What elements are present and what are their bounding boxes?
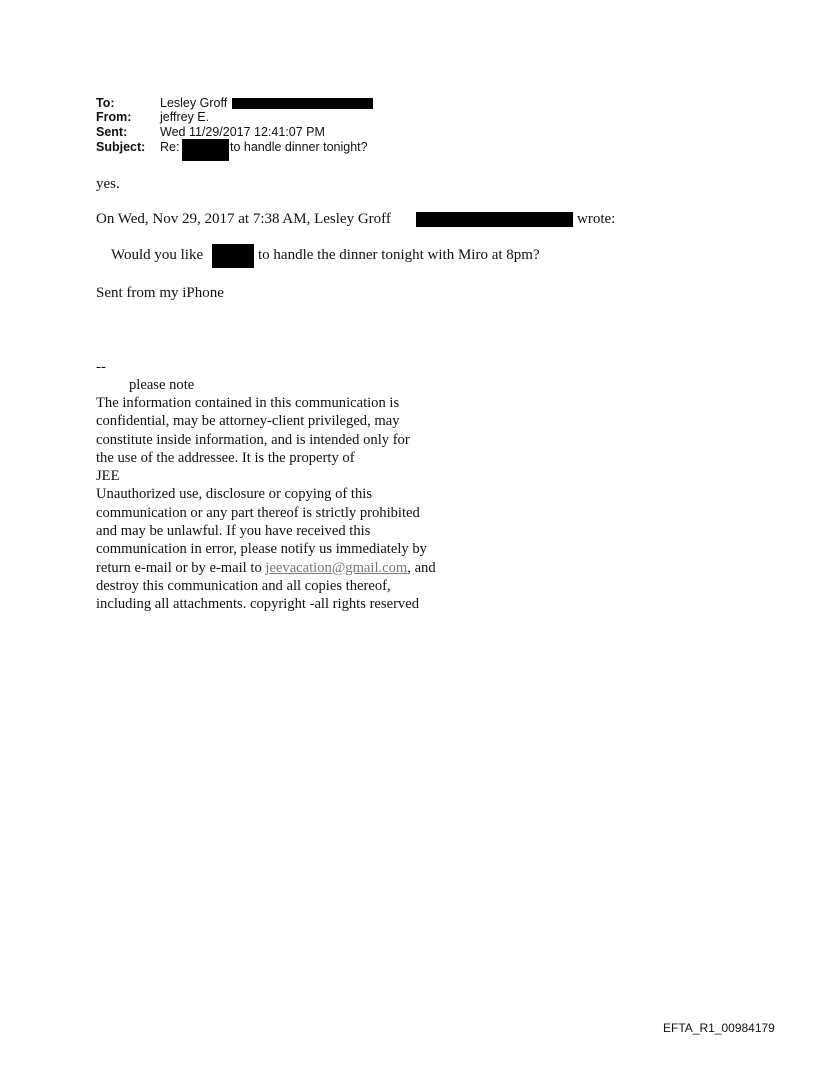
disclaimer-text (96, 394, 436, 614)
subject-label: Subject: (96, 140, 146, 154)
subject-prefix: Re: (160, 140, 180, 154)
disclaimer-line: communication in error, please notify us immediately by (96, 541, 427, 558)
disclaimer-heading: please note (129, 377, 195, 393)
to-label: To: (96, 96, 115, 110)
email-line-suffix: , and (407, 559, 436, 576)
sent-value: Wed 11/29/2017 12:41:07 PM (160, 125, 325, 139)
from-value: jeffrey E. (160, 110, 210, 124)
from-label: From: (96, 110, 132, 124)
redaction-bar (212, 244, 254, 268)
to-value: Lesley Groff (160, 96, 228, 110)
redaction-bar (232, 98, 373, 109)
redaction-bar (182, 139, 229, 161)
disclaimer-line: the use of the addressee. It is the property of (96, 449, 355, 466)
disclaimer-line: confidential, may be attorney-client privileged, may (96, 413, 400, 430)
document-id: EFTA_R1_00984179 (663, 1021, 775, 1035)
disclaimer-line: communication or any part thereof is strictly prohibited (96, 504, 420, 521)
separator: -- (96, 359, 106, 375)
disclaimer-email-line (96, 559, 436, 577)
disclaimer-line: JEE (96, 468, 120, 485)
disclaimer-line: including all attachments. copyright -all rights reserved (96, 596, 419, 613)
quote-intro-end: wrote: (577, 211, 616, 227)
email-line-prefix: return e-mail or by e-mail to (96, 559, 266, 576)
quoted-text-start: Would you like (111, 247, 204, 263)
sent-label: Sent: (96, 125, 128, 139)
quoted-text-end: to handle the dinner tonight with Miro at 8pm? (258, 247, 540, 263)
subject-suffix: to handle dinner tonight? (230, 140, 368, 154)
reply-text: yes. (96, 176, 120, 192)
disclaimer-line: destroy this communication and all copies thereof, (96, 577, 391, 594)
signature: Sent from my iPhone (96, 285, 224, 301)
quote-intro: On Wed, Nov 29, 2017 at 7:38 AM, Lesley Groff (96, 211, 391, 227)
disclaimer-line: constitute inside information, and is intended only for (96, 431, 410, 448)
disclaimer-line: Unauthorized use, disclosure or copying of this (96, 486, 373, 503)
email-link[interactable]: jeevacation@gmail.com (265, 559, 408, 576)
redaction-bar (416, 212, 573, 227)
disclaimer-line: The information contained in this communication is (96, 395, 400, 411)
disclaimer-line: and may be unlawful. If you have received this (96, 523, 371, 540)
